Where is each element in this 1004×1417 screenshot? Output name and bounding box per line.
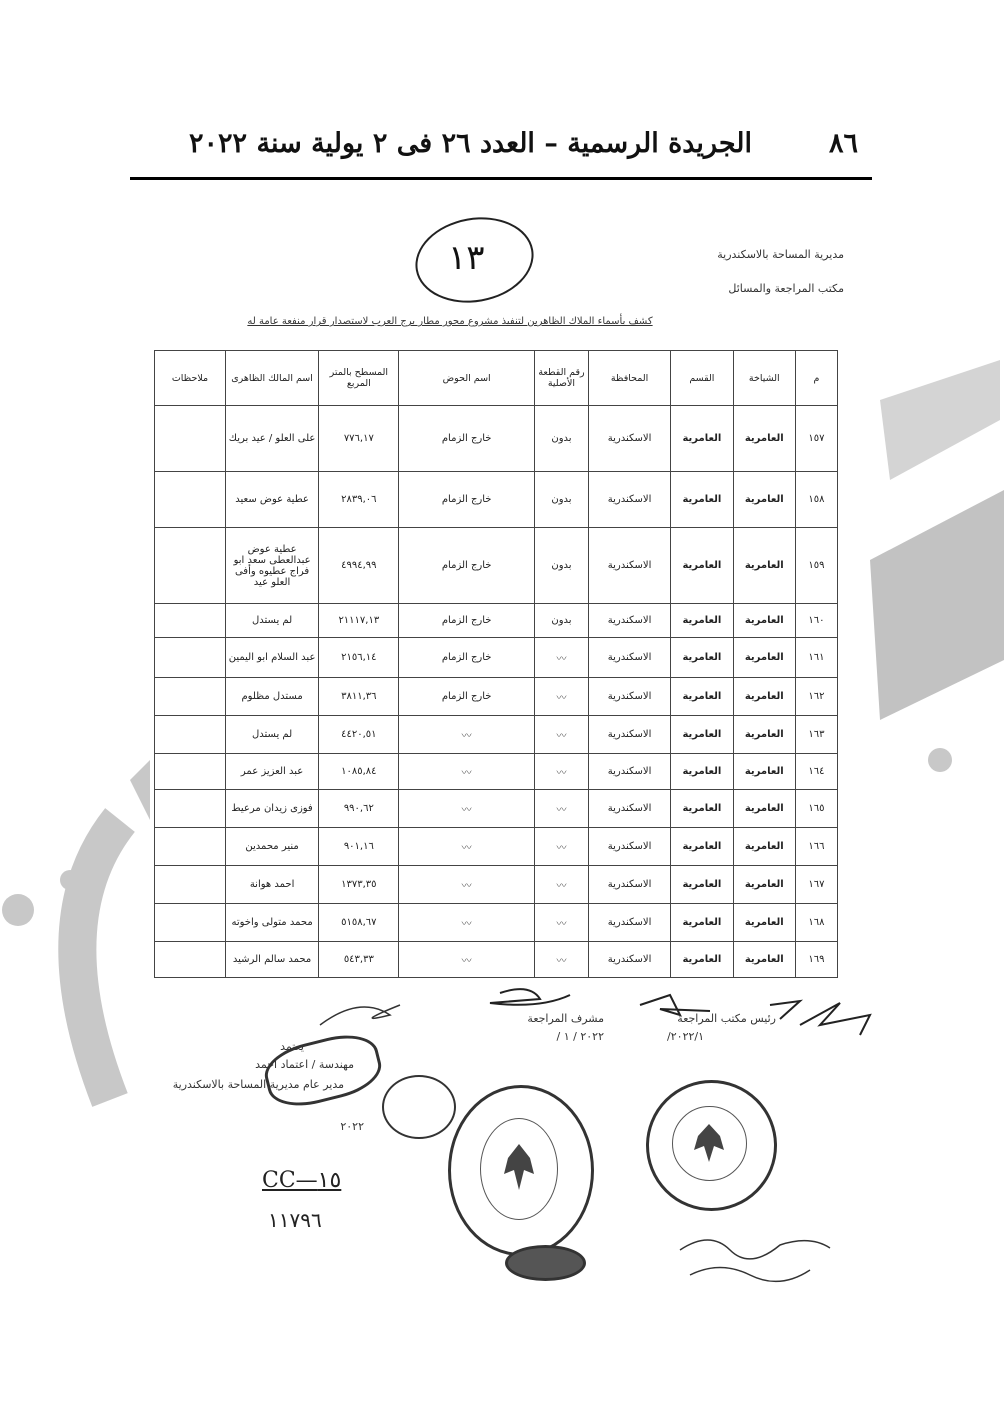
row-qism: العامرية <box>671 604 733 638</box>
header-divider <box>130 177 872 180</box>
document-title: كشف بأسماء الملاك الظاهرين لتنفيذ مشروع محور مطار برج العرب لاستصدار قرار منفعة عامة له <box>247 316 653 327</box>
row-notes <box>155 904 226 942</box>
table-row <box>155 754 838 790</box>
row-plot: 〰 <box>534 678 588 716</box>
row-sheyakha: العامرية <box>733 754 795 790</box>
row-num: ١٦٨ <box>795 904 837 942</box>
approval-title: مدير عام مديرية المساحة بالاسكندرية <box>172 1078 344 1091</box>
handwritten-ref-1: CC—١٥ <box>262 1168 342 1193</box>
row-basin: خارج الزمام <box>399 472 535 528</box>
row-area: ٥١٥٨,٦٧ <box>319 904 399 942</box>
row-sheyakha: العامرية <box>733 790 795 828</box>
table-row <box>155 528 838 604</box>
row-basin: خارج الزمام <box>399 678 535 716</box>
row-notes <box>155 790 226 828</box>
row-basin: 〰 <box>399 790 535 828</box>
row-area: ٤٤٢٠,٥١ <box>319 716 399 754</box>
col-header-notes: ملاحظات <box>155 351 226 406</box>
row-governorate: الاسكندرية <box>588 406 670 472</box>
row-notes <box>155 866 226 904</box>
row-governorate: الاسكندرية <box>588 716 670 754</box>
table-row <box>155 904 838 942</box>
row-plot: 〰 <box>534 716 588 754</box>
row-area: ١٠٨٥,٨٤ <box>319 754 399 790</box>
row-plot: 〰 <box>534 790 588 828</box>
row-area: ٢١١١٧,١٣ <box>319 604 399 638</box>
row-qism: العامرية <box>671 828 733 866</box>
watermark-left-logo <box>0 760 150 1120</box>
row-plot: 〰 <box>534 942 588 978</box>
row-area: ٢٨٣٩,٠٦ <box>319 472 399 528</box>
row-owner: على العلو / عيد بريك <box>225 406 318 472</box>
rubber-stamp-mid <box>382 1075 456 1139</box>
handwritten-ref-2: ١١٧٩٦ <box>268 1208 322 1232</box>
col-header-plot: رقم القطعة الأصلية <box>534 351 588 406</box>
row-owner: عبد العزيز عمر <box>225 754 318 790</box>
row-qism: العامرية <box>671 904 733 942</box>
eagle-emblem-icon <box>690 1120 728 1166</box>
row-governorate: الاسكندرية <box>588 604 670 638</box>
row-plot: بدون <box>534 406 588 472</box>
row-notes <box>155 528 226 604</box>
row-notes <box>155 716 226 754</box>
table-header-row <box>155 351 838 406</box>
circled-number: ١٣ <box>448 238 485 278</box>
landowners-table <box>154 350 838 978</box>
row-plot: بدون <box>534 472 588 528</box>
row-sheyakha: العامرية <box>733 604 795 638</box>
gazette-title: الجريدة الرسمية – العدد ٢٦ فى ٢ يولية سنة ٢٠٢٢ <box>189 128 752 159</box>
row-notes <box>155 406 226 472</box>
signature-head-date: ٢٠٢٢/١/ <box>667 1030 704 1043</box>
row-qism: العامرية <box>671 406 733 472</box>
table-row <box>155 942 838 978</box>
row-governorate: الاسكندرية <box>588 866 670 904</box>
row-sheyakha: العامرية <box>733 528 795 604</box>
approval-label: يعتمد <box>280 1040 304 1053</box>
row-qism: العامرية <box>671 678 733 716</box>
table-row <box>155 678 838 716</box>
row-qism: العامرية <box>671 866 733 904</box>
row-basin: خارج الزمام <box>399 528 535 604</box>
row-num: ١٥٨ <box>795 472 837 528</box>
col-header-owner: اسم المالك الظاهرى <box>225 351 318 406</box>
row-sheyakha: العامرية <box>733 942 795 978</box>
row-plot: 〰 <box>534 866 588 904</box>
eagle-emblem-icon <box>500 1140 538 1194</box>
row-notes <box>155 828 226 866</box>
row-governorate: الاسكندرية <box>588 942 670 978</box>
row-owner: احمد هوانة <box>225 866 318 904</box>
page-header <box>130 122 872 168</box>
table-row <box>155 472 838 528</box>
watermark-right-logo <box>860 360 1004 780</box>
org-name: مديرية المساحة بالاسكندرية <box>717 248 844 261</box>
row-basin: 〰 <box>399 942 535 978</box>
row-basin: 〰 <box>399 754 535 790</box>
row-sheyakha: العامرية <box>733 828 795 866</box>
row-basin: خارج الزمام <box>399 604 535 638</box>
row-area: ٥٤٣,٣٣ <box>319 942 399 978</box>
row-owner: محمد سالم الرشيد <box>225 942 318 978</box>
row-governorate: الاسكندرية <box>588 790 670 828</box>
row-basin: 〰 <box>399 904 535 942</box>
row-governorate: الاسكندرية <box>588 904 670 942</box>
row-governorate: الاسكندرية <box>588 828 670 866</box>
row-num: ١٦٦ <box>795 828 837 866</box>
row-qism: العامرية <box>671 942 733 978</box>
row-owner: لم يستدل <box>225 604 318 638</box>
table-row <box>155 866 838 904</box>
row-num: ١٥٩ <box>795 528 837 604</box>
row-sheyakha: العامرية <box>733 678 795 716</box>
row-num: ١٦٤ <box>795 754 837 790</box>
row-governorate: الاسكندرية <box>588 528 670 604</box>
col-header-num: م <box>795 351 837 406</box>
row-basin: 〰 <box>399 716 535 754</box>
row-num: ١٦٩ <box>795 942 837 978</box>
row-sheyakha: العامرية <box>733 406 795 472</box>
row-num: ١٦٠ <box>795 604 837 638</box>
row-governorate: الاسكندرية <box>588 754 670 790</box>
col-header-basin: اسم الحوض <box>399 351 535 406</box>
row-owner: لم يستدل <box>225 716 318 754</box>
row-qism: العامرية <box>671 716 733 754</box>
row-owner: محمد متولى واخوته <box>225 904 318 942</box>
row-num: ١٦٣ <box>795 716 837 754</box>
row-num: ١٦٢ <box>795 678 837 716</box>
row-area: ٣٨١١,٣٦ <box>319 678 399 716</box>
row-sheyakha: العامرية <box>733 638 795 678</box>
row-plot: 〰 <box>534 754 588 790</box>
table-row <box>155 828 838 866</box>
row-governorate: الاسكندرية <box>588 678 670 716</box>
row-sheyakha: العامرية <box>733 866 795 904</box>
table-row <box>155 604 838 638</box>
row-num: ١٥٧ <box>795 406 837 472</box>
row-area: ٧٧٦,١٧ <box>319 406 399 472</box>
oval-stamp-bottom <box>505 1245 586 1281</box>
signature-supervisor-date: ٢٠٢٢ / ١ / <box>556 1030 604 1043</box>
row-basin: خارج الزمام <box>399 638 535 678</box>
row-plot: 〰 <box>534 828 588 866</box>
row-qism: العامرية <box>671 528 733 604</box>
row-notes <box>155 604 226 638</box>
row-governorate: الاسكندرية <box>588 638 670 678</box>
signature-supervisor-label: مشرف المراجعة <box>527 1012 604 1025</box>
row-sheyakha: العامرية <box>733 472 795 528</box>
row-governorate: الاسكندرية <box>588 472 670 528</box>
table-row <box>155 638 838 678</box>
table-row <box>155 716 838 754</box>
row-sheyakha: العامرية <box>733 904 795 942</box>
office-name: مكتب المراجعة والمسائل <box>728 282 844 295</box>
row-qism: العامرية <box>671 754 733 790</box>
row-num: ١٦٥ <box>795 790 837 828</box>
handwritten-notes-bottom-right <box>670 1220 850 1290</box>
row-area: ١٣٧٣,٣٥ <box>319 866 399 904</box>
row-notes <box>155 472 226 528</box>
table-row <box>155 406 838 472</box>
row-notes <box>155 754 226 790</box>
row-basin: 〰 <box>399 866 535 904</box>
row-notes <box>155 678 226 716</box>
row-num: ١٦٧ <box>795 866 837 904</box>
row-plot: بدون <box>534 528 588 604</box>
approval-engineer: مهندسة / اعتماد احمد <box>255 1058 354 1071</box>
row-owner: عطية عوض سعيد <box>225 472 318 528</box>
row-area: ٩٩٠,٦٢ <box>319 790 399 828</box>
row-basin: 〰 <box>399 828 535 866</box>
row-area: ٢١٥٦,١٤ <box>319 638 399 678</box>
row-owner: منير محمدين <box>225 828 318 866</box>
approval-year: ٢٠٢٢ <box>340 1120 364 1133</box>
row-plot: بدون <box>534 604 588 638</box>
table-row <box>155 790 838 828</box>
row-owner: عبد السلام ابو اليمين <box>225 638 318 678</box>
row-basin: خارج الزمام <box>399 406 535 472</box>
col-header-sheyakha: الشياخة <box>733 351 795 406</box>
row-area: ٤٩٩٤,٩٩ <box>319 528 399 604</box>
row-plot: 〰 <box>534 904 588 942</box>
row-notes <box>155 942 226 978</box>
page-number: ٨٦ <box>828 128 858 159</box>
row-owner: مستدل مظلوم <box>225 678 318 716</box>
row-owner: عطية عوض عبدالعطى سعد ابو فراج عطيوه وأفى العلو عيد <box>225 528 318 604</box>
signature-head-label: رئيس مكتب المراجعة <box>677 1012 776 1025</box>
row-sheyakha: العامرية <box>733 716 795 754</box>
row-plot: 〰 <box>534 638 588 678</box>
row-owner: فوزى زيدان مرعيط <box>225 790 318 828</box>
col-header-area: المسطح بالمتر المربع <box>319 351 399 406</box>
col-header-governorate: المحافظة <box>588 351 670 406</box>
row-qism: العامرية <box>671 638 733 678</box>
row-notes <box>155 638 226 678</box>
row-num: ١٦١ <box>795 638 837 678</box>
row-area: ٩٠١,١٦ <box>319 828 399 866</box>
row-qism: العامرية <box>671 472 733 528</box>
row-qism: العامرية <box>671 790 733 828</box>
col-header-qism: القسم <box>671 351 733 406</box>
